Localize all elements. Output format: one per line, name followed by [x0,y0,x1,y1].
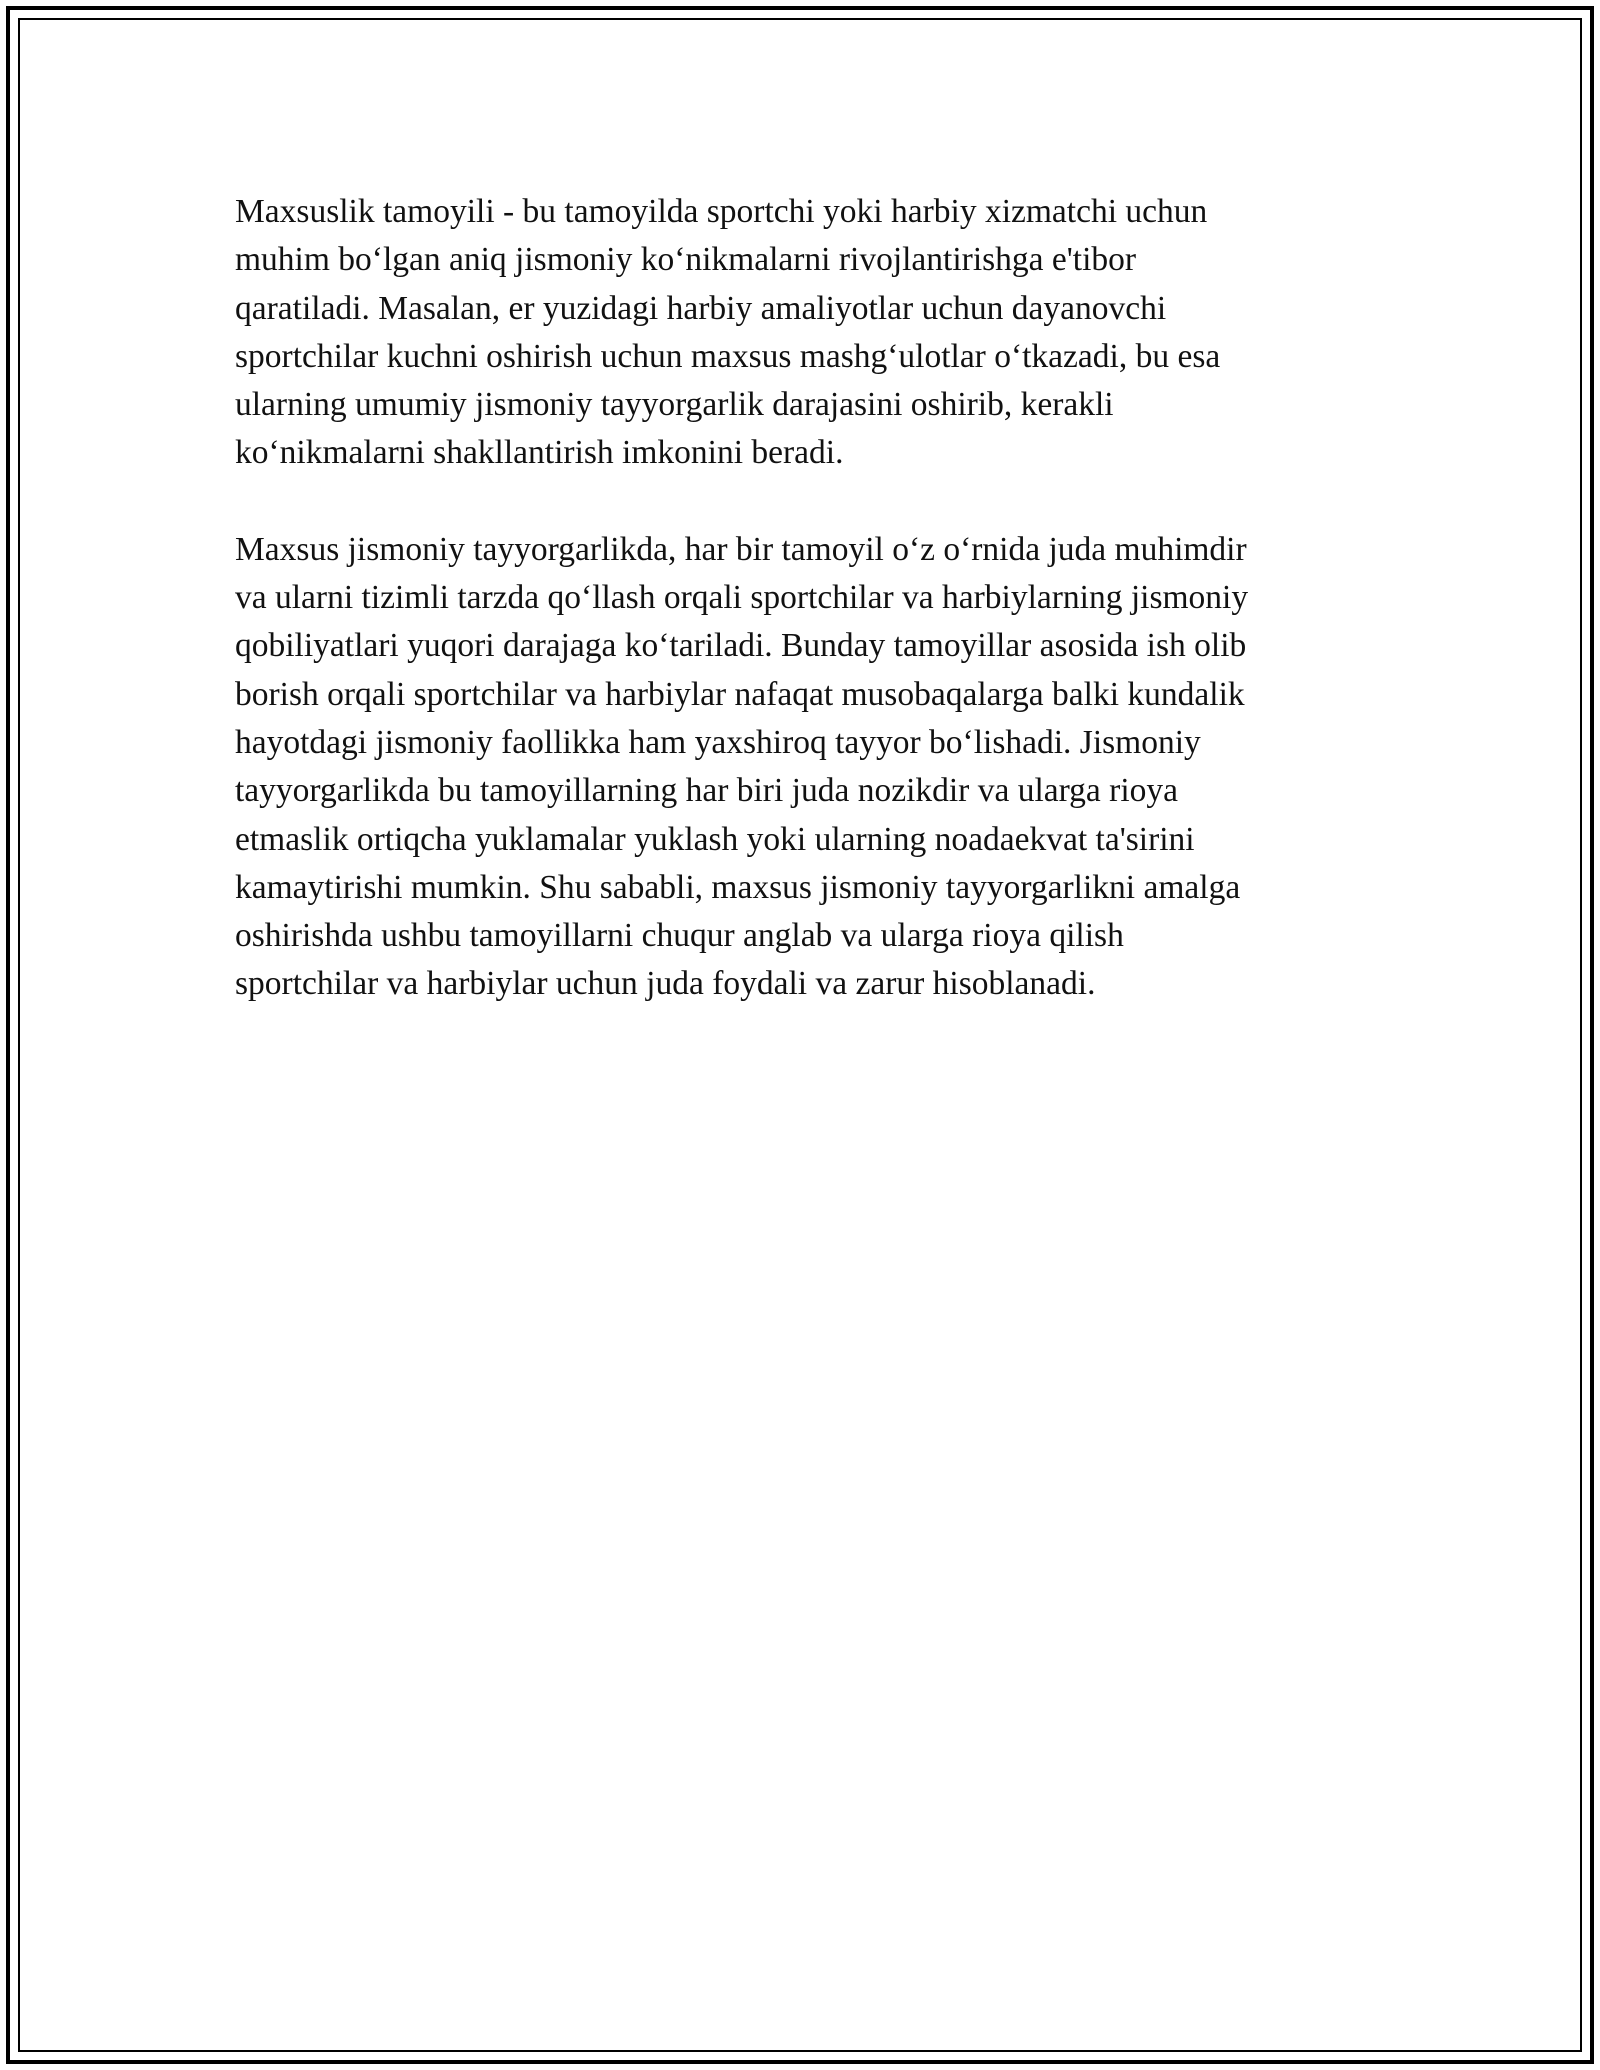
paragraph-principle-specificity: Maxsuslik tamoyili - bu tamoyilda sportchi yoki harbiy xizmatchi uchun muhim bo‘lgan aniq jismoniy ko‘nikmalarni rivojlantirishga e'tibor qaratiladi. Masalan, er yuzidagi harbiy amaliyotlar uchun dayanovchi sportchilar kuchni oshirish uchun maxsus mashg‘ulotlar o‘tkazadi, bu esa ularning umumiy jismoniy tayyorgarlik darajasini oshirib, kerakli ko‘nikmalarni shakllantirish imkonini beradi. [235,193,1221,472]
paragraph-principles-summary: Maxsus jismoniy tayyorgarlikda, har bir tamoyil o‘z o‘rnida juda muhimdir va ularni tizimli tarzda qo‘llash orqali sportchilar va harbiylarning jismoniy qobiliyatlari yuqori darajaga ko‘tariladi. Bunday tamoyillar asosida ish olib borish orqali sportchilar va harbiylar nafaqat musobaqalarga balki kundalik hayotdagi jismoniy faollikka ham yaxshiroq tayyor bo‘lishadi. Jismoniy tayyorgarlikda bu tamoyillarning har biri juda nozikdir va ularga rioya etmaslik ortiqcha yuklamalar yuklash yoki ularning noadaekvat ta'sirini kamaytirishi mumkin. Shu sababli, maxsus jismoniy tayyorgarlikni amalga oshirishda ushbu tamoyillarni chuqur anglab va ularga rioya qilish sportchilar va harbiylar uchun juda foydali va zarur hisoblanadi. [235,530,1249,1003]
document-body [235,188,1365,1057]
